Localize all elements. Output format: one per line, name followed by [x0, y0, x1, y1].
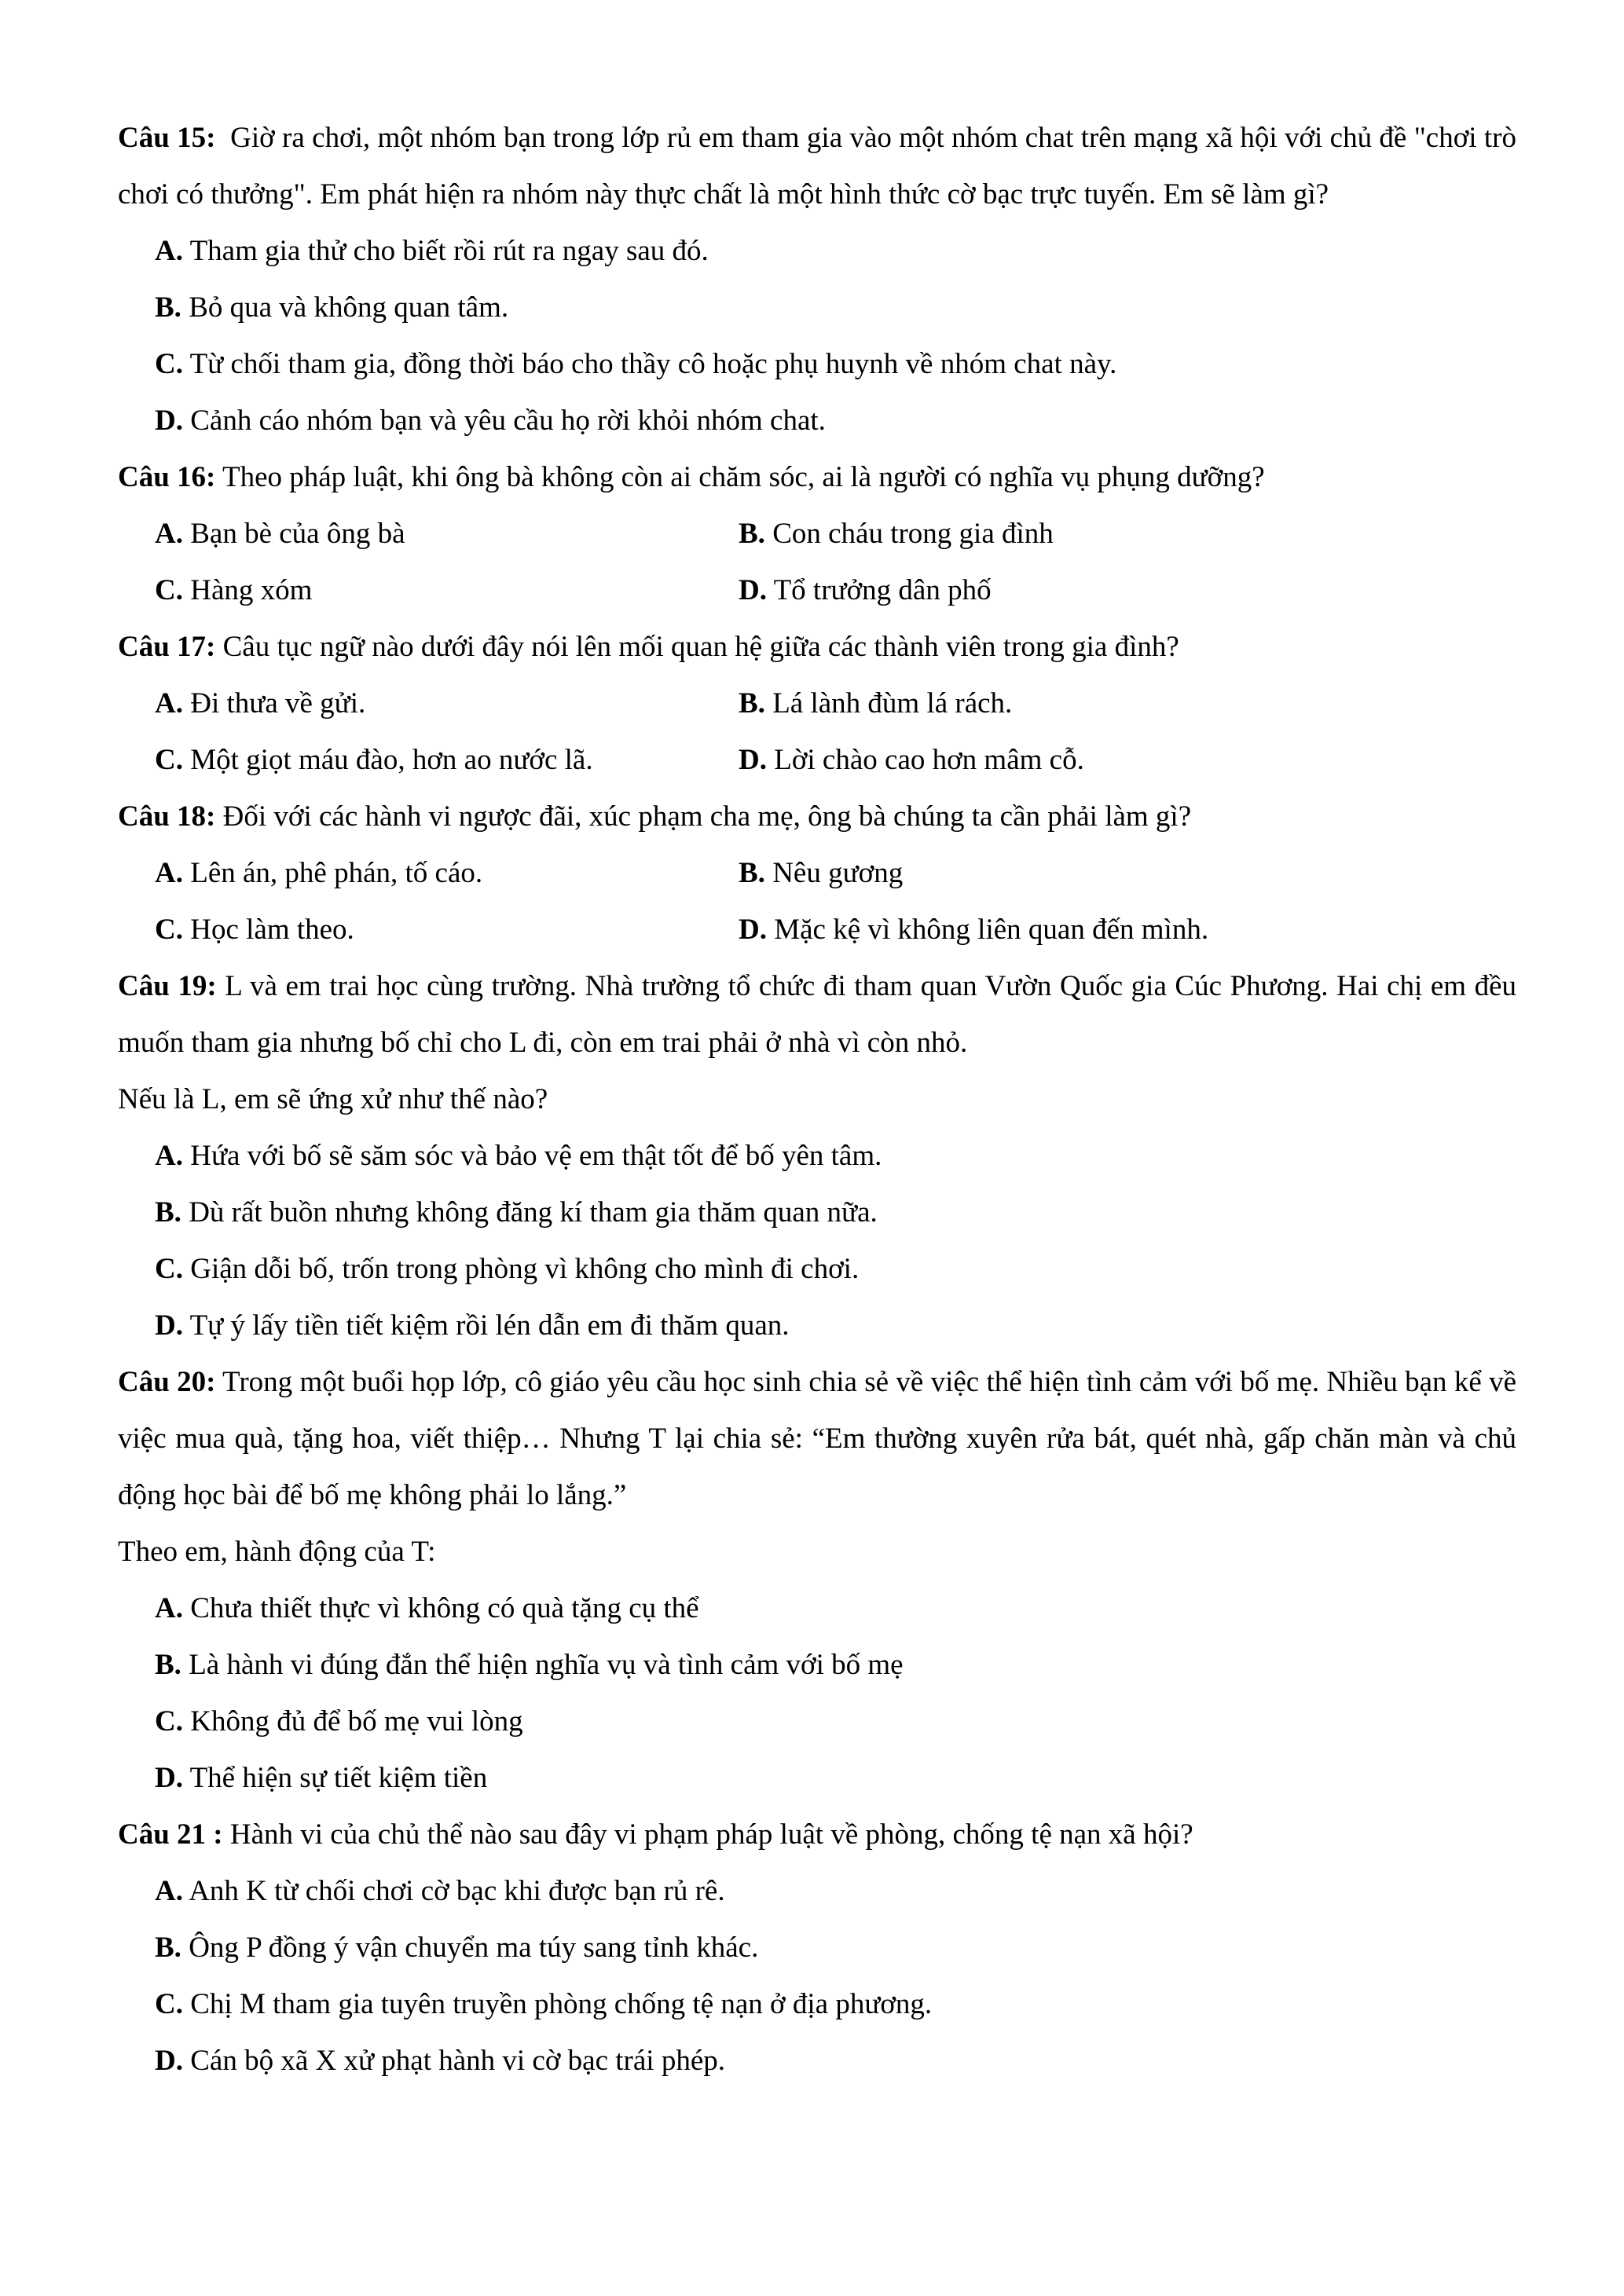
option-letter: C.: [155, 914, 183, 946]
option-letter: B.: [739, 518, 765, 550]
option-letter: C.: [155, 1253, 183, 1285]
question-number: Câu 17:: [118, 631, 216, 663]
option-text: Lời chào cao hơn mâm cỗ.: [774, 744, 1084, 776]
option-text: Tham gia thử cho biết rồi rút ra ngay sau đó.: [189, 235, 709, 267]
question-text: Câu tục ngữ nào dưới đây nói lên mối quan hệ giữa các thành viên trong gia đình?: [222, 631, 1179, 663]
option-text: Là hành vi đúng đắn thể hiện nghĩa vụ và tình cảm với bố mẹ: [189, 1649, 904, 1681]
option-c: [118, 336, 1516, 393]
question-text: Đối với các hành vi ngược đãi, xúc phạm cha mẹ, ông bà chúng ta cần phải làm gì?: [222, 800, 1192, 833]
option-letter: A.: [155, 857, 183, 889]
option-letter: A.: [155, 687, 183, 720]
question-15: [118, 110, 1516, 449]
option-d: [739, 562, 1516, 619]
question-stem: [118, 1807, 1516, 1863]
option-b: [118, 1185, 1516, 1241]
option-text: Anh K từ chối chơi cờ bạc khi được bạn rủ rê.: [189, 1875, 725, 1907]
option-letter: C.: [155, 744, 183, 776]
option-text: Hứa với bố sẽ săm sóc và bảo vệ em thật tốt để bố yên tâm.: [190, 1140, 882, 1172]
option-letter: C.: [155, 348, 183, 380]
option-letter: A.: [155, 1875, 183, 1907]
option-c: [118, 1694, 1516, 1750]
option-text: Tổ trưởng dân phố: [773, 574, 992, 606]
option-letter: A.: [155, 1140, 183, 1172]
option-a: [118, 223, 1516, 280]
option-text: Cảnh cáo nhóm bạn và yêu cầu họ rời khỏi nhóm chat.: [190, 405, 826, 437]
option-letter: D.: [739, 574, 767, 606]
option-list: [118, 1863, 1516, 2089]
option-a: [118, 1128, 1516, 1185]
option-c: [118, 562, 739, 619]
question-20: [118, 1354, 1516, 1807]
question-text: L và em trai học cùng trường. Nhà trường tổ chức đi tham quan Vườn Quốc gia Cúc Phương. Hai chị em đều muốn tham gia nhưng bố chỉ cho L đi, còn em trai phải ở nhà vì còn nhỏ.: [118, 970, 1517, 1059]
option-c: [118, 1241, 1516, 1298]
option-list: [118, 1128, 1516, 1354]
option-d: [118, 393, 1516, 449]
question-stem: [118, 789, 1516, 845]
option-text: Học làm theo.: [190, 914, 354, 946]
question-21: [118, 1807, 1516, 2089]
option-d: [118, 2033, 1516, 2089]
option-letter: D.: [155, 1762, 183, 1794]
option-b: [739, 676, 1516, 732]
option-letter: D.: [155, 1309, 183, 1342]
option-letter: B.: [155, 1932, 181, 1964]
option-d: [739, 732, 1516, 789]
option-text: Dù rất buồn nhưng không đăng kí tham gia thăm quan nữa.: [189, 1196, 878, 1229]
option-letter: D.: [155, 2045, 183, 2077]
option-b: [118, 1920, 1516, 1976]
option-letter: B.: [155, 1196, 181, 1229]
option-letter: D.: [739, 914, 767, 946]
option-letter: B.: [155, 1649, 181, 1681]
question-18: [118, 789, 1516, 958]
option-letter: C.: [155, 574, 183, 606]
option-a: [118, 676, 739, 732]
option-text: Con cháu trong gia đình: [772, 518, 1054, 550]
question-text: Giờ ra chơi, một nhóm bạn trong lớp rủ em tham gia vào một nhóm chat trên mạng xã hội với chủ đề "chơi trò chơi có thưởng". Em phát hiện ra nhóm này thực chất là một hình thức cờ bạc trực tuyến. Em sẽ làm gì?: [118, 122, 1517, 211]
question-prompt: Theo em, hành động của T:: [118, 1536, 436, 1568]
question-stem: [118, 619, 1516, 676]
option-text: Bạn bè của ông bà: [190, 518, 405, 550]
question-16: [118, 449, 1516, 619]
option-letter: D.: [739, 744, 767, 776]
option-a: [118, 1580, 1516, 1637]
option-text: Giận dỗi bố, trốn trong phòng vì không cho mình đi chơi.: [190, 1253, 860, 1285]
option-text: Mặc kệ vì không liên quan đến mình.: [774, 914, 1209, 946]
option-text: Lá lành đùm lá rách.: [772, 687, 1013, 720]
question-number: Câu 15:: [118, 122, 216, 154]
question-number: Câu 20:: [118, 1366, 216, 1398]
option-letter: A.: [155, 1592, 183, 1624]
option-text: Cán bộ xã X xử phạt hành vi cờ bạc trái phép.: [190, 2045, 725, 2077]
question-text: Hành vi của chủ thể nào sau đây vi phạm pháp luật về phòng, chống tệ nạn xã hội?: [229, 1818, 1193, 1851]
option-grid: [118, 845, 1516, 958]
option-a: [118, 1863, 1516, 1920]
option-d: [118, 1750, 1516, 1807]
option-text: Hàng xóm: [190, 574, 313, 606]
option-text: Nêu gương: [772, 857, 904, 889]
option-letter: B.: [739, 687, 765, 720]
option-d: [739, 902, 1516, 958]
option-c: [118, 902, 739, 958]
option-grid: [118, 676, 1516, 789]
question-17: [118, 619, 1516, 789]
option-list: [118, 1580, 1516, 1807]
question-number: Câu 18:: [118, 800, 216, 833]
option-grid: [118, 506, 1516, 619]
option-letter: A.: [155, 235, 183, 267]
option-a: [118, 506, 739, 562]
option-text: Một giọt máu đào, hơn ao nước lã.: [190, 744, 593, 776]
option-c: [118, 732, 739, 789]
option-text: Thể hiện sự tiết kiệm tiền: [189, 1762, 488, 1794]
question-number: Câu 19:: [118, 970, 217, 1002]
option-letter: C.: [155, 1705, 183, 1738]
option-d: [118, 1298, 1516, 1354]
option-b: [118, 1637, 1516, 1694]
exam-page: [118, 110, 1516, 2089]
option-b: [739, 845, 1516, 902]
option-letter: B.: [155, 291, 181, 324]
option-text: Tự ý lấy tiền tiết kiệm rồi lén dẫn em đi thăm quan.: [189, 1309, 790, 1342]
option-letter: B.: [739, 857, 765, 889]
option-text: Đi thưa về gửi.: [190, 687, 366, 720]
option-letter: D.: [155, 405, 183, 437]
option-text: Bỏ qua và không quan tâm.: [189, 291, 509, 324]
option-letter: A.: [155, 518, 183, 550]
question-stem: [118, 1354, 1516, 1524]
option-text: Chị M tham gia tuyên truyền phòng chống tệ nạn ở địa phương.: [190, 1988, 933, 2020]
question-number: Câu 21 :: [118, 1818, 223, 1851]
option-a: [118, 845, 739, 902]
question-text: Theo pháp luật, khi ông bà không còn ai chăm sóc, ai là người có nghĩa vụ phụng dưỡng?: [222, 461, 1265, 493]
question-19: [118, 958, 1516, 1354]
question-stem: [118, 449, 1516, 506]
question-stem: [118, 110, 1516, 223]
option-text: Ông P đồng ý vận chuyển ma túy sang tỉnh khác.: [189, 1932, 759, 1964]
option-b: [739, 506, 1516, 562]
option-text: Lên án, phê phán, tố cáo.: [190, 857, 483, 889]
question-prompt: Nếu là L, em sẽ ứng xử như thế nào?: [118, 1083, 548, 1115]
option-c: [118, 1976, 1516, 2033]
option-text: Từ chối tham gia, đồng thời báo cho thầy cô hoặc phụ huynh về nhóm chat này.: [189, 348, 1117, 380]
option-b: [118, 280, 1516, 336]
question-number: Câu 16:: [118, 461, 216, 493]
option-text: Chưa thiết thực vì không có quà tặng cụ thể: [190, 1592, 699, 1624]
option-text: Không đủ để bố mẹ vui lòng: [190, 1705, 523, 1738]
option-letter: C.: [155, 1988, 183, 2020]
option-list: [118, 223, 1516, 449]
question-stem: [118, 958, 1516, 1071]
question-text: Trong một buổi họp lớp, cô giáo yêu cầu học sinh chia sẻ về việc thể hiện tình cảm với bố mẹ. Nhiều bạn kể về việc mua quà, tặng hoa, viết thiệp… Nhưng T lại chia sẻ: “Em thường xuyên rửa bát, quét nhà, gấp chăn màn và chủ động học bài để bố mẹ không phải lo lắng.”: [118, 1366, 1516, 1511]
